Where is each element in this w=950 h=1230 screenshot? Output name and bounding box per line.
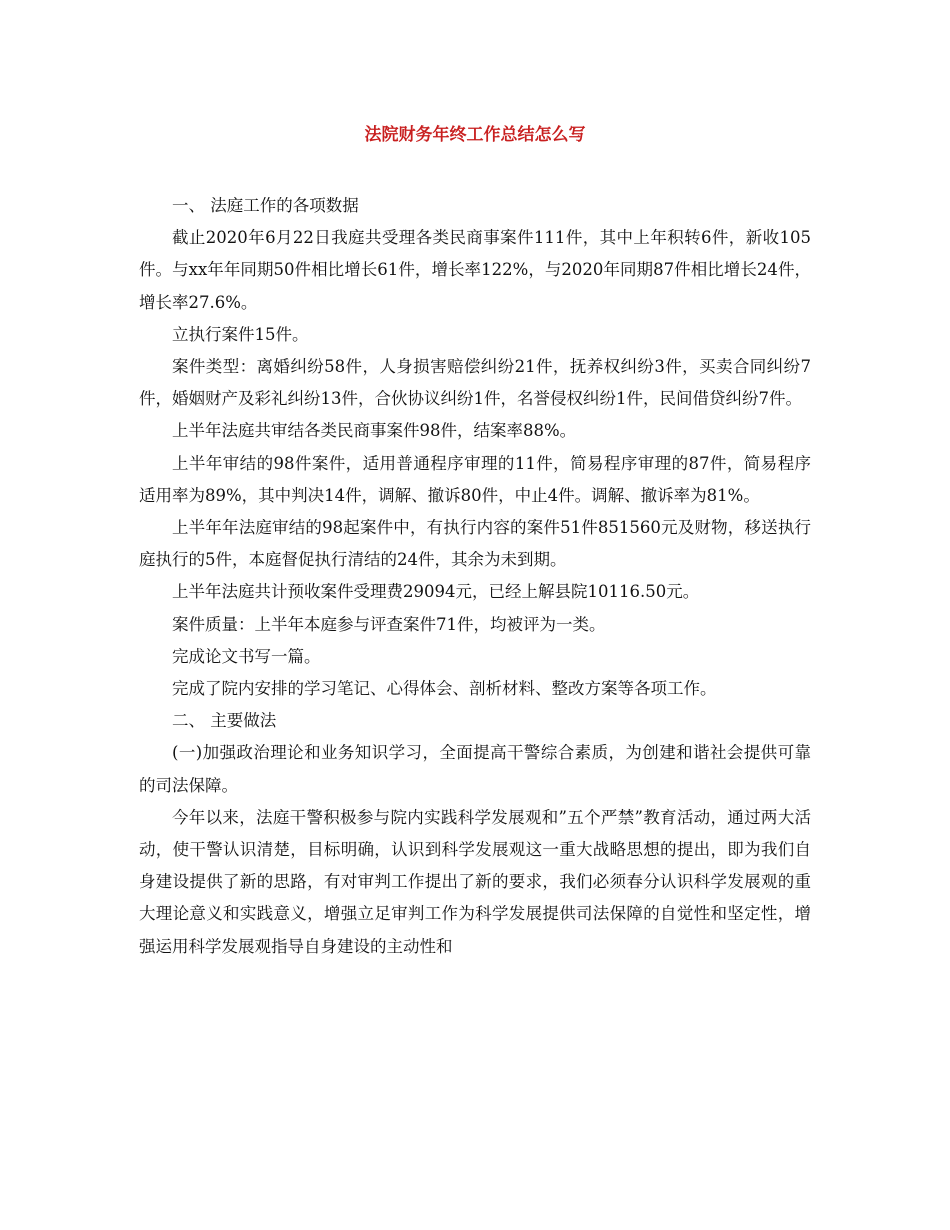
paragraph: 立执行案件15件。 xyxy=(172,324,309,344)
paragraph: 完成论文书写一篇。 xyxy=(172,646,321,666)
paragraph: 上半年年法庭审结的98起案件中，有执行内容的案件51件851560元及财物，移送执行庭执行的5件，本庭督促执行清结的24件，其余为未到期。 xyxy=(139,518,811,570)
section-heading: 一、 法庭工作的各项数据 xyxy=(172,196,359,215)
document-title: 法院财务年终工作总结怎么写 xyxy=(364,125,586,145)
paragraph: 案件质量：上半年本庭参与评查案件71件，均被评为一类。 xyxy=(172,614,606,634)
paragraph: 上半年审结的98件案件，适用普通程序审理的11件，简易程序审理的87件，简易程序适用率为89%，其中判决14件，调解、撤诉80件，中止4件。调解、撤诉率为81%。 xyxy=(139,453,811,505)
paragraph: (一)加强政治理论和业务知识学习，全面提高干警综合素质，为创建和谐社会提供可靠的司法保障。 xyxy=(139,743,811,795)
paragraph: 案件类型：离婚纠纷58件，人身损害赔偿纠纷21件，抚养权纠纷3件，买卖合同纠纷7件，婚姻财产及彩礼纠纷13件，合伙协议纠纷1件，名誉侵权纠纷1件，民间借贷纠纷7件。 xyxy=(139,357,811,409)
paragraph: 今年以来，法庭干警积极参与院内实践科学发展观和”五个严禁”教育活动，通过两大活动，使干警认识清楚，目标明确，认识到科学发展观这一重大战略思想的提出，即为我们自身建设提供了新的思路，有对审判工作提出了新的要求，我们必须春分认识科学发展观的重大理论意义和实践意义，增强立足审判工作为科学发展提供司法保障的自觉性和坚定性，增强运用科学发展观指导自身建设的主动性和 xyxy=(139,807,811,956)
paragraph: 截止2020年6月22日我庭共受理各类民商事案件111件，其中上年积转6件，新收105件。与xx年年同期50件相比增长61件，增长率122%，与2020年同期87件相比增长24件，增长率27.6%。 xyxy=(139,228,811,312)
paragraph: 完成了院内安排的学习笔记、心得体会、剖析材料、整改方案等各项工作。 xyxy=(172,679,717,699)
section-heading: 二、 主要做法 xyxy=(172,711,277,731)
paragraph: 上半年法庭共计预收案件受理费29094元，已经上解县院10116.50元。 xyxy=(172,582,700,602)
document-body xyxy=(139,190,811,963)
paragraph: 上半年法庭共审结各类民商事案件98件，结案率88%。 xyxy=(172,421,577,441)
